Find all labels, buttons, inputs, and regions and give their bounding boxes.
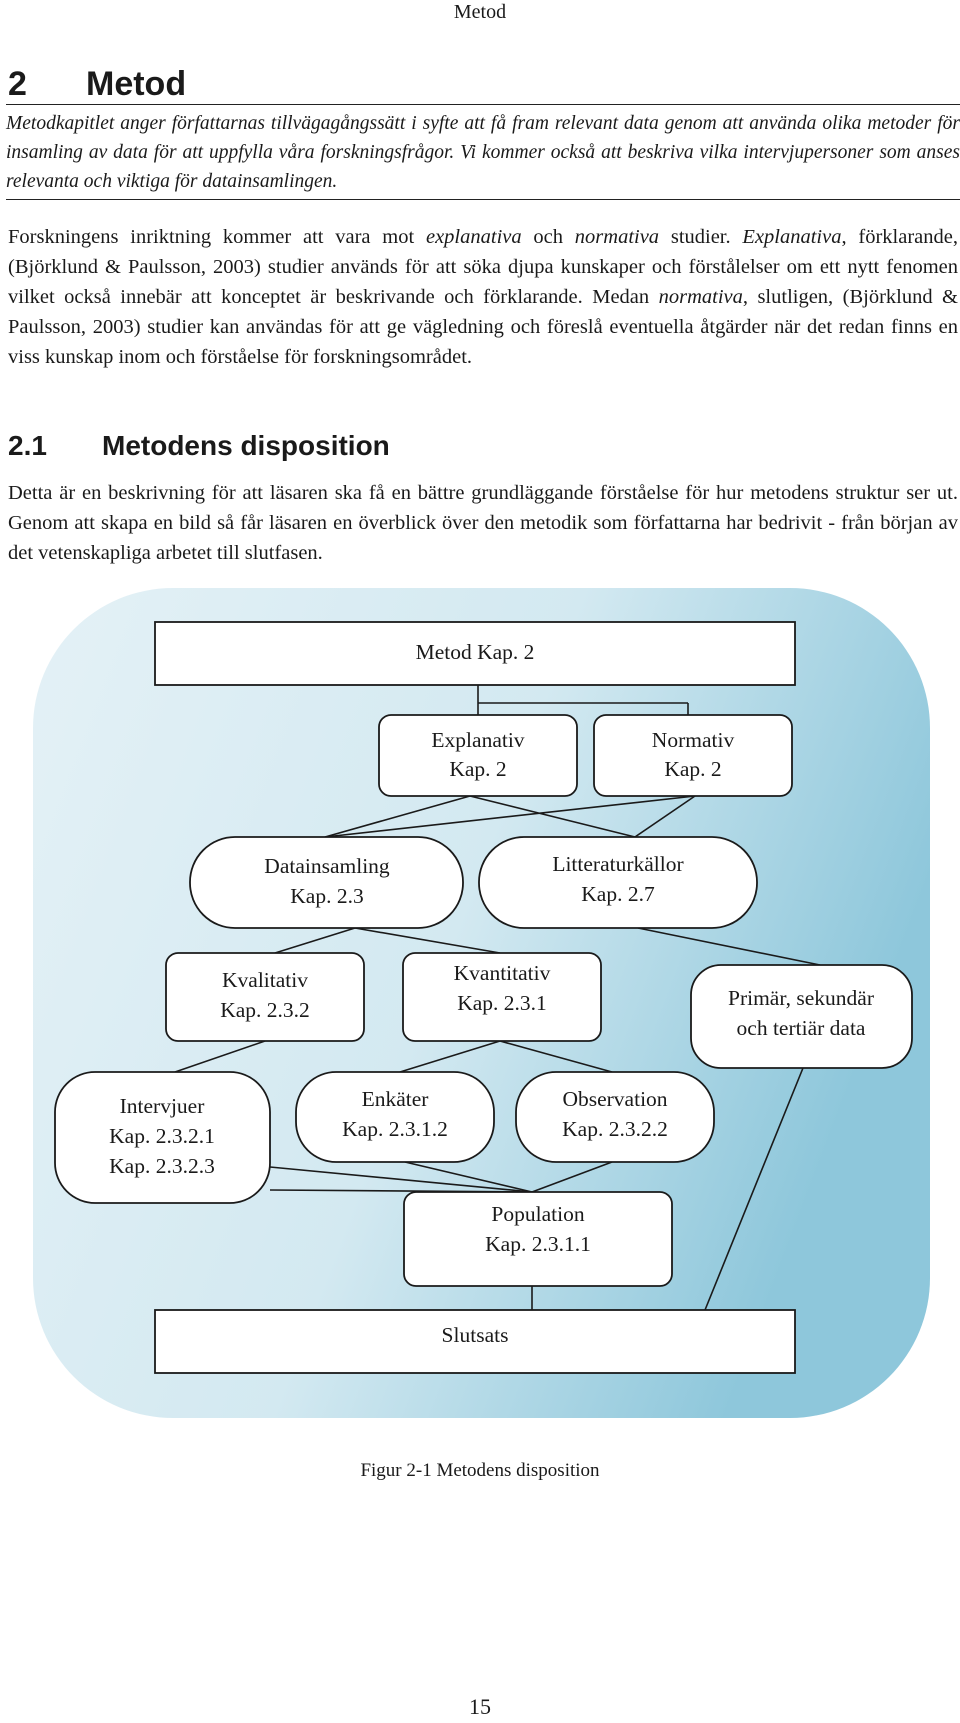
emphasis-term: explanativa — [425, 226, 522, 248]
node-metod-line1: Metod Kap. 2 — [415, 639, 535, 664]
section-title: Metodens disposition — [102, 430, 390, 461]
node-explanativ-line1: Explanativ — [431, 727, 525, 752]
node-enkater-line1: Enkäter — [361, 1086, 429, 1111]
node-kvalitativ-line1: Kvalitativ — [222, 967, 308, 992]
node-slutsats-line1: Slutsats — [441, 1322, 509, 1347]
node-litteratur-line2: Kap. 2.7 — [581, 881, 655, 906]
node-kvantitativ-line1: Kvantitativ — [453, 960, 551, 985]
paragraph-text: studier. — [659, 226, 743, 248]
emphasis-term: normativa — [574, 226, 660, 248]
node-litteratur-line1: Litteraturkällor — [552, 851, 684, 876]
node-datainsamling-line2: Kap. 2.3 — [290, 883, 364, 908]
node-intervjuer-line3: Kap. 2.3.2.3 — [109, 1153, 215, 1178]
node-observation-line1: Observation — [562, 1086, 668, 1111]
chapter-title: Metod — [86, 65, 187, 103]
node-primar-line1: Primär, sekundär — [727, 985, 875, 1010]
emphasis-term: normativa — [658, 286, 743, 308]
paragraph-text: , förklarande, (Björklund & Paulsson, 2003) studier används för att söka djupa kunskaper och förstålelser om ett nytt fenomen vilket också innebär att konceptet är beskrivande och förklarande. Medan — [8, 226, 958, 308]
paragraph-text: och — [521, 226, 575, 248]
node-kvantitativ-line2: Kap. 2.3.1 — [457, 990, 547, 1015]
paragraph-text: Forskningens inriktning kommer att vara mot — [8, 226, 426, 248]
section-number: 2.1 — [8, 430, 47, 461]
page-number: 15 — [469, 1694, 491, 1719]
node-population-line2: Kap. 2.3.1.1 — [485, 1231, 591, 1256]
node-intervjuer-line2: Kap. 2.3.2.1 — [109, 1123, 215, 1148]
paragraph-disposition-intro: Detta är en beskrivning för att läsaren ska få en bättre grundläggande förståelse för hur metodens struktur ser ut. Genom att skapa en bild så får läsaren en överblick över den metodik som författarna har bedrivit - från början av det vetenskapliga arbetet till slutfasen. — [8, 482, 958, 564]
node-normativ-line1: Normativ — [651, 727, 735, 752]
running-header: Metod — [453, 1, 507, 23]
emphasis-term: Explanativa — [742, 226, 842, 248]
paragraph-text: , slutligen, (Björklund & Paulsson, 2003) studier kan användas för att ge vägledning och föreslå eventuella åtgärder när det redan finns en viss kunskap inom och förståelse för forskningsområdet. — [8, 286, 958, 368]
node-normativ-line2: Kap. 2 — [664, 756, 722, 781]
node-explanativ-line2: Kap. 2 — [449, 756, 507, 781]
box-datainsamling — [190, 837, 463, 928]
figure-caption: Figur 2-1 Metodens disposition — [360, 1460, 600, 1481]
chapter-number: 2 — [8, 65, 27, 103]
node-observation-line2: Kap. 2.3.2.2 — [562, 1116, 668, 1141]
chapter-abstract: Metodkapitlet anger författarnas tillvägagångssätt i syfte att få fram relevant data genom att använda olika metoder för insamling av data för att uppfylla våra forskningsfrågor. Vi kommer också att beskriva vilka intervjupersoner som anses relevanta och viktiga för datainsamlingen. — [6, 104, 960, 200]
node-datainsamling-line1: Datainsamling — [264, 853, 390, 878]
node-intervjuer-line1: Intervjuer — [119, 1093, 205, 1118]
node-primar-line2: och tertiär data — [736, 1015, 866, 1040]
node-population-line1: Population — [491, 1201, 585, 1226]
node-enkater-line2: Kap. 2.3.1.2 — [342, 1116, 448, 1141]
node-kvalitativ-line2: Kap. 2.3.2 — [220, 997, 310, 1022]
